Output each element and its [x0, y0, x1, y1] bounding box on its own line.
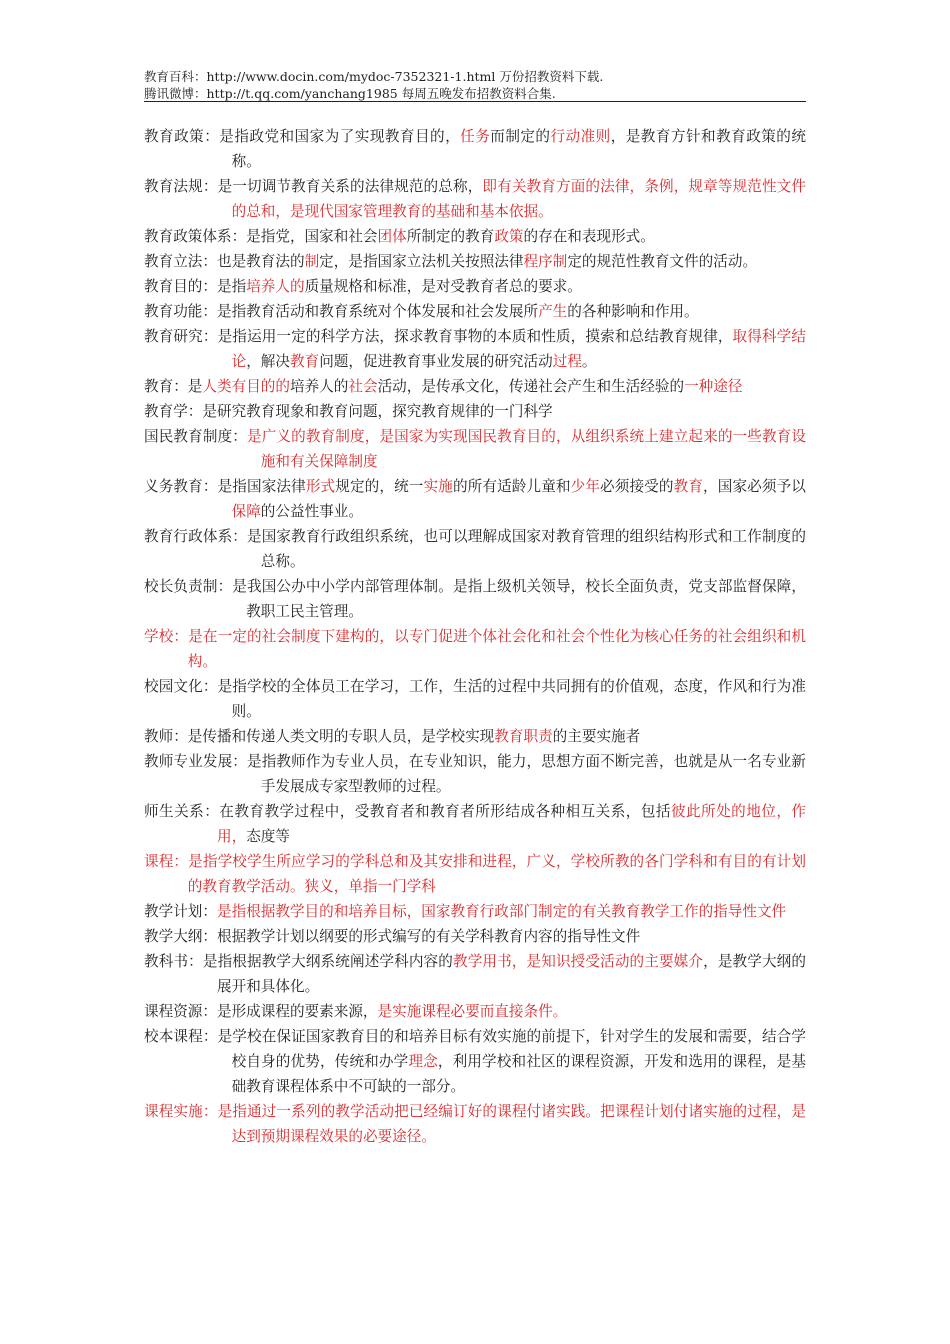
- definition-text: ，解决: [246, 353, 290, 370]
- glossary-entry: [144, 924, 806, 949]
- definition-text: 也是教育法的: [216, 253, 305, 270]
- glossary-term: 教育：: [144, 378, 188, 395]
- highlighted-text: 过程: [552, 353, 582, 370]
- header-divider: [144, 101, 806, 102]
- glossary-term: 学校：: [144, 628, 189, 645]
- glossary-term: 教科书：: [144, 953, 203, 970]
- glossary-term: 校园文化：: [144, 678, 218, 695]
- highlighted-text: 社会: [348, 378, 378, 395]
- glossary-term: 教学大纲：: [144, 928, 217, 945]
- glossary-term: 教育学：: [144, 403, 203, 420]
- glossary-entry: [144, 749, 806, 799]
- glossary-entry: [144, 324, 806, 374]
- glossary-term: 教育政策体系：: [144, 228, 247, 245]
- definition-text: 是指: [216, 278, 247, 295]
- definition-text: ，是教育方针和教育政策的统称。: [231, 128, 806, 170]
- header-line-1: 教育百科：http://www.docin.com/mydoc-7352321-1.html 万份招教资料下载.: [144, 69, 604, 84]
- header-line-2: 腾讯微博：http://t.qq.com/yanchang1985 每周五晚发布招教资料合集.: [144, 86, 556, 101]
- highlighted-text: 是实施课程必要而直接条件。: [377, 1003, 568, 1020]
- glossary-term: 教育行政体系：: [144, 528, 247, 545]
- glossary-entry: [144, 949, 806, 999]
- definition-text: 培养人的: [289, 378, 349, 395]
- highlighted-text: 程序: [523, 253, 553, 270]
- glossary-entry: [144, 174, 806, 224]
- definition-text: 是国家教育行政组织系统，也可以理解成国家对教育管理的组织结构形式和工作制度的总称。: [247, 528, 806, 570]
- highlighted-text: 一种途径: [684, 378, 743, 395]
- definition-text: 质量规格和标准，是对受教育者总的要求。: [304, 278, 582, 295]
- definition-text: 是: [187, 378, 203, 395]
- glossary-entry: [144, 1024, 806, 1099]
- glossary-entry: [144, 424, 806, 474]
- highlighted-text: 教学用书，是知识授受活动的主要媒介: [452, 953, 704, 970]
- definition-text: 是我国公办中小学内部管理体制。是指上级机关领导，校长全面负责，党支部监督保障，教职工民主管理。: [232, 578, 806, 620]
- highlighted-text: 即有关教育方面的法律，条例，规章等规范性文件的总和，是现代国家管理教育的基础和基本依据。: [231, 178, 806, 220]
- highlighted-text: 彼此所处的地位，作用，: [217, 803, 806, 845]
- highlighted-text: 政策: [494, 228, 524, 245]
- glossary-term: 教师：: [144, 728, 188, 745]
- definition-text: 是指学校的全体员工在学习，工作，生活的过程中共同拥有的价值观，态度，作风和行为准则。: [217, 678, 806, 720]
- definition-text: ，是教学大纲的展开和具体化。: [217, 953, 806, 995]
- definition-text: 是学校在保证国家教育目的和培养目标有效实施的前提下，针对学生的发展和需要，结合学校自身的优势，传统和办学: [217, 1028, 806, 1070]
- highlighted-text: 是在一定的社会制度下建构的，以专门促进个体社会化和社会个性化为核心任务的社会组织和机构。: [187, 628, 806, 670]
- glossary-entry: [144, 574, 806, 624]
- definition-text: 的主要实施者: [552, 728, 641, 745]
- highlighted-text: 是广义的教育制度，是国家为实现国民教育目的，从组织系统上建立起来的一些教育设施和有关保障制度: [247, 428, 806, 470]
- highlighted-text: 形式: [305, 478, 336, 495]
- glossary-entry: [144, 724, 806, 749]
- definition-text: 是研究教育现象和教育问题，探究教育规律的一门科学: [202, 403, 553, 420]
- glossary-entry: [144, 999, 806, 1024]
- glossary-term: 课程：: [144, 853, 189, 870]
- glossary-entry: [144, 474, 806, 524]
- glossary-term: 教育功能：: [144, 303, 217, 320]
- glossary-entry: [144, 274, 806, 299]
- highlighted-text: 教育: [673, 478, 704, 495]
- page-header: [144, 68, 806, 102]
- glossary-entry: [144, 899, 806, 924]
- definition-text: 的各种影响和作用。: [567, 303, 699, 320]
- glossary-entry: [144, 1099, 806, 1149]
- definition-text: 是指党，国家和社会: [246, 228, 378, 245]
- highlighted-text: 教育职责: [494, 728, 553, 745]
- glossary-entry: [144, 674, 806, 724]
- glossary-entry: [144, 249, 806, 274]
- highlighted-text: 理念: [408, 1053, 438, 1070]
- glossary-term: 教师专业发展：: [144, 753, 247, 770]
- glossary-term: 教育立法：: [144, 253, 217, 270]
- definition-text: 态度等: [246, 828, 290, 845]
- definition-text: 所制定的教育: [406, 228, 495, 245]
- glossary-term: 教育法规：: [144, 178, 218, 195]
- highlighted-text: 制: [552, 253, 568, 270]
- highlighted-text: 取得科学结论: [231, 328, 806, 370]
- glossary-term: 课程实施：: [144, 1103, 218, 1120]
- highlighted-text: 少年: [570, 478, 601, 495]
- highlighted-text: 人类有目的的: [202, 378, 290, 395]
- definition-text: ，国家必须予以: [703, 478, 806, 495]
- highlighted-text: 是指根据教学目的和培养目标，国家教育行政部门制定的有关教育教学工作的指导性文件: [216, 903, 787, 920]
- definition-text: ，利用学校和社区的课程资源，开发和选用的课程，是基础教育课程体系中不可缺的一部分。: [231, 1053, 806, 1095]
- glossary-term: 校长负责制：: [144, 578, 233, 595]
- definition-text: 问题，促进教育事业发展的研究活动: [319, 353, 553, 370]
- glossary-entry: [144, 224, 806, 249]
- glossary-term: 国民教育制度：: [144, 428, 247, 445]
- definition-text: 。: [581, 353, 597, 370]
- definition-text: 的公益性事业。: [260, 503, 363, 520]
- glossary-term: 教育研究：: [144, 328, 218, 345]
- definition-text: 是一切调节教育关系的法律规范的总称，: [217, 178, 483, 195]
- definition-text: 是指根据教学大纲系统阐述学科内容的: [202, 953, 453, 970]
- glossary-term: 义务教育：: [144, 478, 218, 495]
- highlighted-text: 任务: [460, 128, 491, 145]
- glossary-entry: [144, 399, 806, 424]
- definition-text: 定，是指国家立法机关按照法律: [319, 253, 524, 270]
- definition-text: 是指教育活动和教育系统对个体发展和社会发展所: [216, 303, 539, 320]
- glossary-term: 校本课程：: [144, 1028, 218, 1045]
- definition-text: 是指运用一定的科学方法，探求教育事物的本质和性质，摸索和总结教育规律，: [217, 328, 733, 345]
- highlighted-text: 制: [304, 253, 320, 270]
- highlighted-text: 行动准则: [550, 128, 611, 145]
- glossary-entry: [144, 849, 806, 899]
- highlighted-text: 是指学校学生所应学习的学科总和及其安排和进程，广义，学校所教的各门学科和有目的有计划的教育教学活动。狭义，单指一门学科: [187, 853, 806, 895]
- definition-text: 活动，是传承文化，传递社会产生和生活经验的: [377, 378, 685, 395]
- definition-text: 必须接受的: [600, 478, 674, 495]
- highlighted-text: 教育: [290, 353, 320, 370]
- glossary-entry: [144, 799, 806, 849]
- definition-text: 是形成课程的要素来源，: [216, 1003, 378, 1020]
- definition-text: 是指教师作为专业人员，在专业知识，能力，思想方面不断完善，也就是从一名专业新手发展成专家型教师的过程。: [247, 753, 806, 795]
- highlighted-text: 是指通过一系列的教学活动把已经编订好的课程付诸实践。把课程计划付诸实施的过程，是达到预期课程效果的必要途径。: [217, 1103, 806, 1145]
- definition-text: 而制定的: [490, 128, 551, 145]
- glossary-term: 课程资源：: [144, 1003, 217, 1020]
- highlighted-text: 团体: [377, 228, 407, 245]
- definition-text: 是指政党和国家为了实现教育目的，: [219, 128, 461, 145]
- glossary-term: 教学计划：: [144, 903, 217, 920]
- glossary-entry: [144, 124, 806, 174]
- highlighted-text: 实施: [423, 478, 453, 495]
- glossary-term: 师生关系：: [144, 803, 220, 820]
- glossary-entry: [144, 299, 806, 324]
- definition-text: 规定的，统一: [335, 478, 424, 495]
- highlighted-text: 培养人的: [246, 278, 305, 295]
- definition-text: 的存在和表现形式。: [523, 228, 655, 245]
- glossary-list: [144, 124, 806, 1149]
- definition-text: 在教育教学过程中，受教育者和教育者所形结成各种相互关系，包括: [219, 803, 671, 820]
- definition-text: 的所有适龄儿童和: [452, 478, 571, 495]
- highlighted-text: 产生: [538, 303, 568, 320]
- highlighted-text: 保障: [231, 503, 261, 520]
- glossary-entry: [144, 524, 806, 574]
- definition-text: 定的规范性教育文件的活动。: [567, 253, 758, 270]
- glossary-entry: [144, 374, 806, 399]
- definition-text: 是传播和传递人类文明的专职人员，是学校实现: [187, 728, 495, 745]
- definition-text: 是指国家法律: [217, 478, 306, 495]
- glossary-term: 教育目的：: [144, 278, 217, 295]
- glossary-term: 教育政策：: [144, 128, 220, 145]
- definition-text: 根据教学计划以纲要的形式编写的有关学科教育内容的指导性文件: [216, 928, 641, 945]
- glossary-entry: [144, 624, 806, 674]
